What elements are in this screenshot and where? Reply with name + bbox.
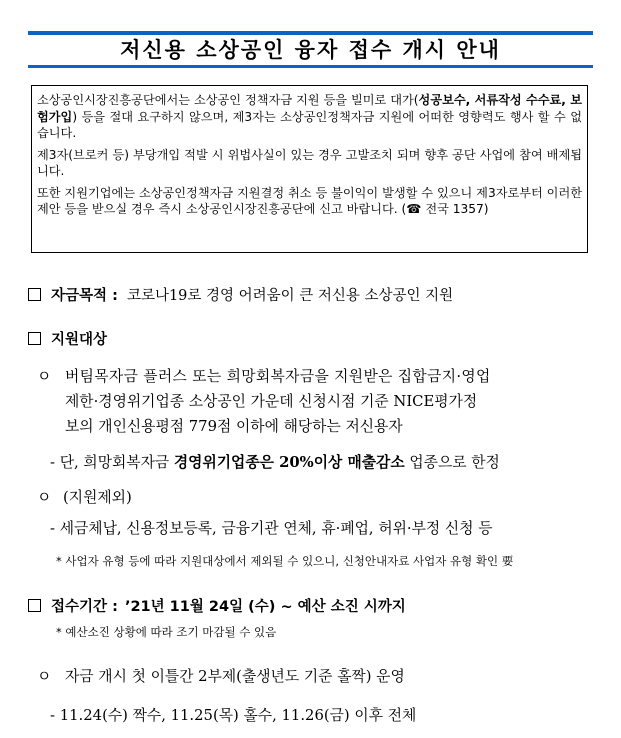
purpose-section — [28, 284, 608, 305]
period-line-2: - 11.24(수) 짝수, 11.25(목) 홀수, 11.26(금) 이후 전체 — [50, 707, 417, 724]
period-note: * 예산소진 상황에 따라 조기 마감될 수 있음 — [56, 625, 277, 639]
condition-text: - 단, 희망회복자금 — [50, 454, 174, 471]
exclusion-heading — [37, 486, 621, 509]
notice-paragraph-3: 또한 지원기업에는 소상공인정책자금 지원결정 취소 등 불이익이 발생할 수 있으니 제3자로부터 이러한 제안 등을 받으실 경우 즉시 소상공인시장진흥공단에 신고 바랍니다. (☎ 전국 1357) — [37, 185, 582, 216]
target-label: 지원대상 — [51, 332, 108, 348]
target-bullet-1 — [37, 365, 621, 388]
circle-bullet-icon: ㅇ — [37, 668, 52, 685]
purpose-separator: : — [107, 288, 123, 304]
period-label: 접수기간 — [51, 599, 108, 615]
exclusion-list: - 세금체납, 신용정보등록, 금융기관 연체, 휴·폐업, 허위·부정 신청 등 — [50, 520, 493, 537]
circle-bullet-icon: ㅇ — [37, 489, 52, 506]
exclusion-note: * 사업자 유형 등에 따라 지원대상에서 제외될 수 있으니, 신청안내자료 사업자 유형 확인 要 — [56, 554, 514, 568]
warning-notice-box — [31, 85, 588, 253]
period-section — [28, 595, 608, 616]
target-line-1: 버팀목자금 플러스 또는 희망회복자금을 지원받은 집합금지·영업 — [65, 368, 491, 385]
purpose-value: 코로나19로 경영 어려움이 큰 저신용 소상공인 지원 — [126, 288, 454, 304]
period-bullet — [37, 665, 621, 688]
title-banner — [28, 31, 593, 68]
checkbox-square-icon — [28, 332, 41, 345]
condition-bold-text: 경영위기업종은 20%이상 매출감소 — [173, 454, 405, 471]
notice-text: ) 등을 절대 요구하지 않으며, 제3자는 소상공인정책자금 지원에 어떠한 영향력도 행사 할 수 없습니다. — [37, 109, 582, 140]
page-title: 저신용 소상공인 융자 접수 개시 안내 — [120, 38, 501, 62]
target-condition — [50, 451, 621, 474]
exclusion-label: (지원제외) — [63, 489, 132, 506]
notice-paragraph-1 — [37, 92, 582, 142]
target-section-heading — [28, 328, 608, 349]
period-value: ’21년 11월 24일 (수) ~ 예산 소진 시까지 — [124, 599, 406, 615]
target-line-2: 제한·경영위기업종 소상공인 가운데 신청시점 기준 NICE평가정 — [65, 393, 478, 410]
notice-bold-text: 성공보수, 서류작성 수수료, 보험가입 — [37, 93, 582, 124]
checkbox-square-icon — [28, 599, 41, 612]
period-line-1: 자금 개시 첫 이틀간 2부제(출생년도 기준 홀짝) 운영 — [65, 668, 405, 685]
circle-bullet-icon: ㅇ — [37, 368, 52, 385]
notice-paragraph-2: 제3자(브로커 등) 부당개입 적발 시 위법사실이 있는 경우 고발조치 되며 향후 공단 사업에 참여 배제됩니다. — [37, 147, 582, 178]
checkbox-square-icon — [28, 288, 41, 301]
notice-text: 소상공인시장진흥공단에서는 소상공인 정책자금 지원 등을 빌미로 대가( — [37, 93, 419, 107]
period-separator: : — [107, 599, 123, 615]
target-line-3: 보의 개인신용평점 779점 이하에 해당하는 저신용자 — [65, 418, 403, 435]
purpose-label: 자금목적 — [51, 288, 108, 304]
condition-text: 업종으로 한정 — [404, 454, 500, 471]
